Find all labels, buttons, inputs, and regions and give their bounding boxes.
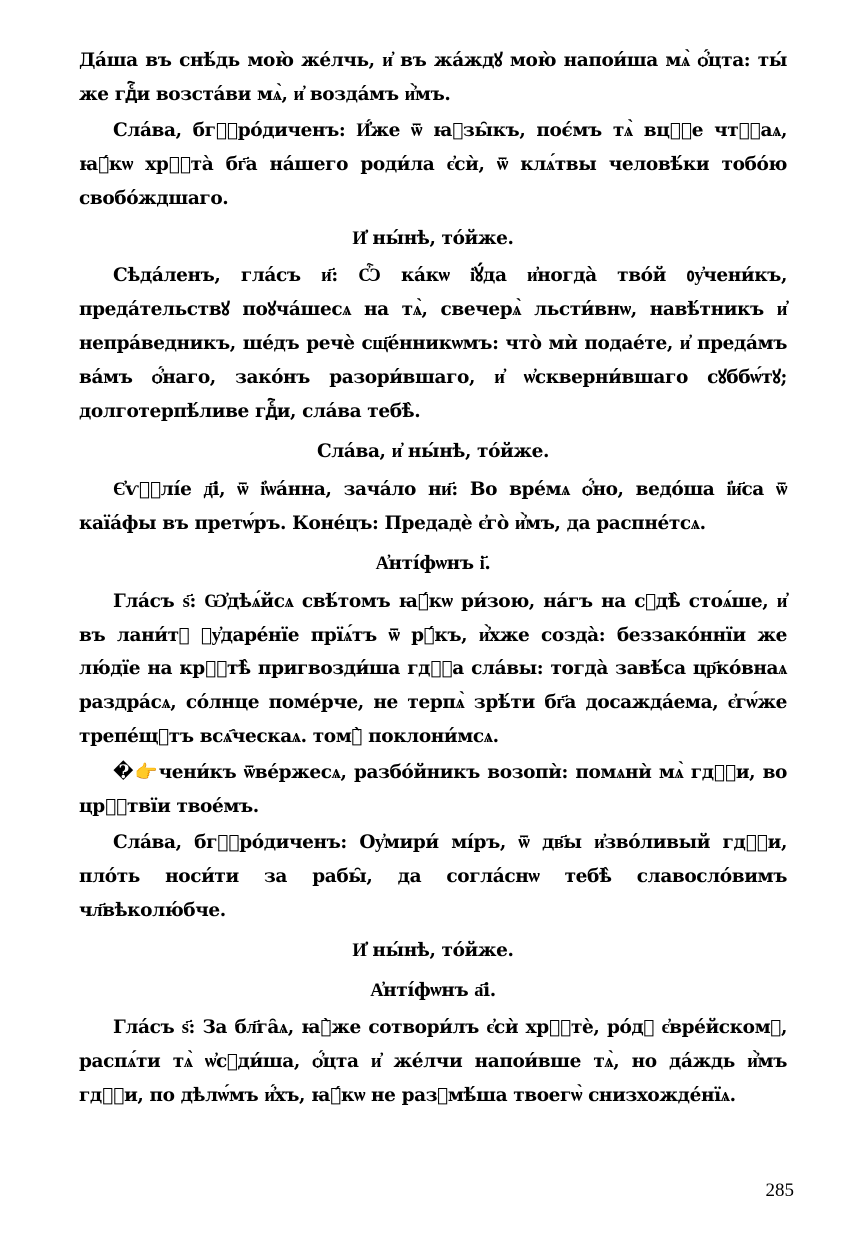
heading-antiphon-11: А҆нті́фѡнъ а҃і.: [370, 979, 496, 1001]
paragraph-antiphon-10: Гла́съ ѕ҃: Ѡ҆дѣѧ́йсѧ свѣ́томъ ꙗ҆́кѡ ри́зою, на́гъ на сꙋдѣ̀ стоѧ́ше, и҆ въ лани́тꙋ ᲂу҆даре́нїе прїѧ́тъ ѿ рꙋ́къ, и҆̀хже созда̀: беззако́ннїи же лю́дїе на крⷭ҇тѣ̀ пригвозди́ша гдⷭ҇а сла́вы: тогда̀ завѣ́са цр҃ко́внаѧ раздра́сѧ, со́лнце поме́рче, не терпѧ̀ зрѣ́ти бг҃а досажда́ема, є҆гѡ́же трепе́щꙋтъ всѧ҄ческаѧ. томꙋ̀ поклони́мсѧ.: [79, 590, 787, 748]
paragraph-1: Да́ша въ снѣ́дь мою̀ же́лчь, и҆ въ жа́ждꙋ мою̀ напои́ша мѧ̀ ѻ҆́цта: ты́ же гдⷭ҇и возста́ви мѧ̀, и҆ возда́мъ и҆̀мъ.: [79, 50, 787, 105]
paragraph-sedalen: Сѣда́ленъ, гла́съ и҃: Ѽ ка́кѡ і҆ꙋ́да и҆ногда̀ тво́й ᲂу҆чени́къ, преда́тельствꙋ поꙋча́шесѧ на тѧ̀, свечерѧ̀ льсти́внѡ, навѣ́тникъ и҆ непра́ведникъ, ше́дъ речѐ сщ҃е́нникѡмъ: что̀ мѝ подае́те, и҆ преда́мъ ва́мъ ѻ҆́наго, зако́нъ разори́вшаго, и҆ ѡ҆скверни́вшаго сꙋббѡ́тꙋ; долготерпѣ́ливе гдⷭ҇и, сла́ва тебѣ̀.: [79, 265, 787, 423]
page-text: [79, 44, 787, 1115]
paragraph-disciple: �👉чени́къ ѿве́ржесѧ, разбо́йникъ возопѝ: помѧнѝ мѧ̀ гдⷭ҇и, во црⷭ҇твїи твое́мъ.: [79, 762, 787, 818]
paragraph-theotokion: Сла́ва, бгⷪ҇ро́диченъ: Оу҆мири́ мі́ръ, ѿ дв҃ы и҆зво́ливый гдⷭ҇и, пло́ть носи́ти за рабы̑, да согла́снѡ тебѣ̀ славосло́вимъ чл҃вѣколю́бче.: [79, 831, 787, 921]
heading-antiphon-10: А҆нті́фѡнъ і҃.: [375, 552, 491, 574]
page-number: 285: [765, 1180, 794, 1201]
heading-i-nyne-2: И҆ ны́нѣ, то́йже.: [352, 939, 514, 961]
paragraph-gospel: Є҆ѵⷢ҇лі́е д҃і, ѿ і҆ѡа́нна, зача́ло ни҃: Во вре́мѧ ѻ҆́но, ведо́ша і҆и҃са ѿ каїа́фы въ претѡ́ръ. Коне́цъ: Предадѐ є҆го̀ и҆̀мъ, да распне́тсѧ.: [79, 478, 787, 534]
heading-slava-i-nyne: Сла́ва, и҆ ны́нѣ, то́йже.: [316, 440, 550, 462]
heading-i-nyne-1: И҆ ны́нѣ, то́йже.: [352, 227, 514, 249]
paragraph-2: Сла́ва, бгⷪ҇ро́диченъ: И҆́же ѿ ꙗ҆зы̑къ, поє́мъ тѧ̀ вцⷭ҇е чтⷭ҇аѧ, ꙗ҆́кѡ хрⷭ҇та̀ бг҃а на́шего роди́ла є҆сѝ, ѿ клѧ́твы человѣ́ки тобо́ю свобо́ждшаго.: [79, 119, 787, 209]
paragraph-antiphon-11: Гла́съ ѕ҃: За бл҃га̑ѧ, ꙗ҆̀же сотвори́лъ є҆сѝ хрⷭ҇тѐ, ро́дꙋ є҆вре́йскомꙋ, распѧ́ти тѧ̀ ѡ҆сꙋди́ша, ѻ҆́цта и҆ же́лчи напои́вше тѧ̀, но да́ждь и҆̀мъ гдⷭ҇и, по дѣлѡ́мъ и҆́хъ, ꙗ҆́кѡ не разꙋмѣ́ша твоегѡ̀ снизхожде́нїѧ.: [79, 1017, 787, 1107]
